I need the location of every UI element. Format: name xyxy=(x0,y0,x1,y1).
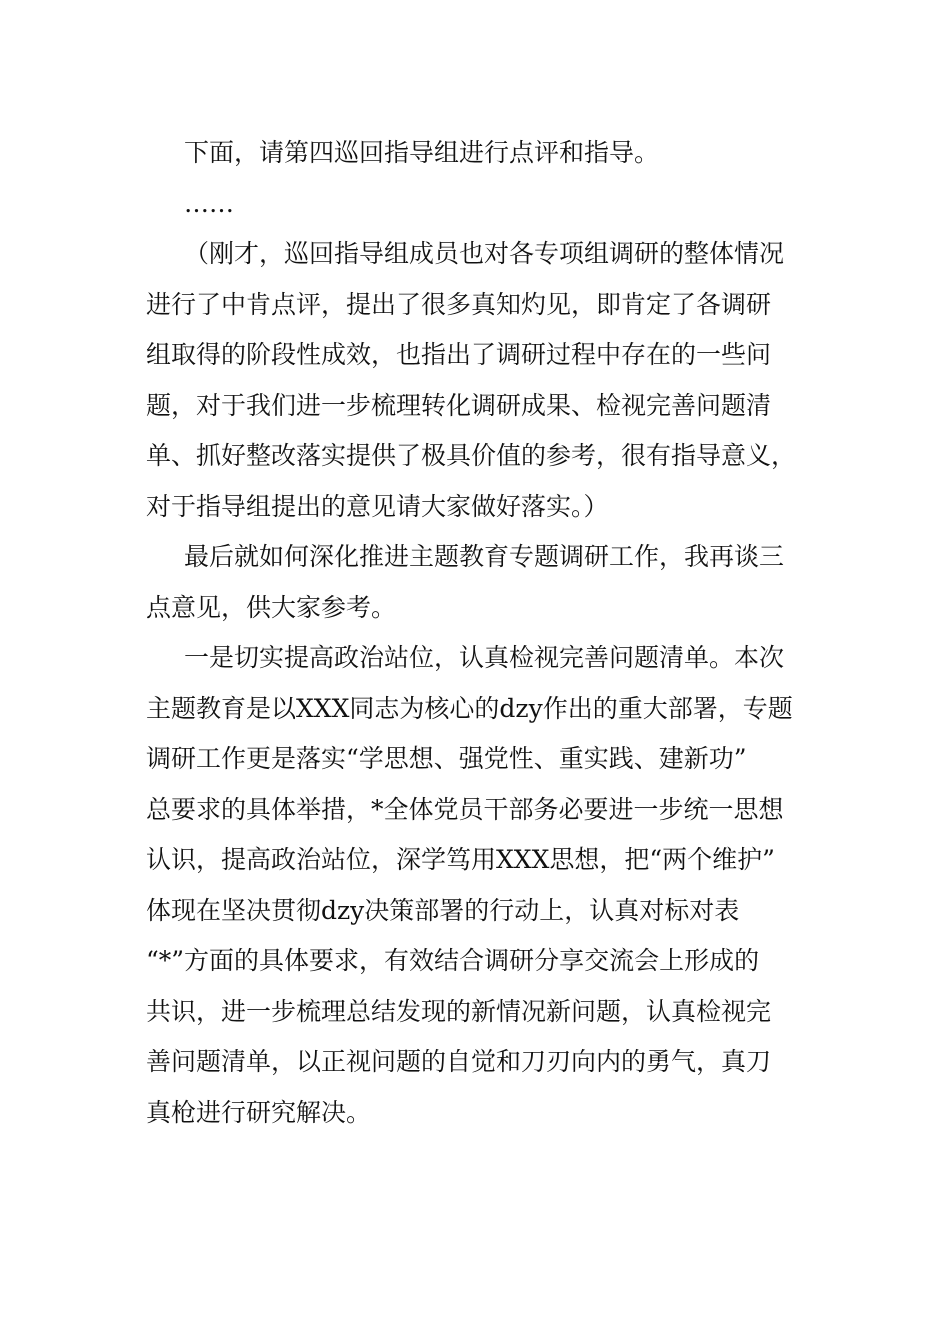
paragraph-line: 善问题清单，以正视问题的自觉和刀刃向内的勇气，真刀 xyxy=(146,1047,772,1076)
paragraph-line: …… xyxy=(184,188,234,218)
paragraph-line: 调研工作更是落实“学思想、强党性、重实践、建新功” xyxy=(146,744,747,773)
paragraph-line: 最后就如何深化推进主题教育专题调研工作，我再谈三 xyxy=(184,542,785,571)
paragraph-line: 下面，请第四巡回指导组进行点评和指导。 xyxy=(184,138,660,167)
paragraph-line: 题，对于我们进一步梳理转化调研成果、检视完善问题清 xyxy=(146,390,772,420)
paragraph-line: 主题教育是以XXX同志为核心的dzy作出的重大部署，专题 xyxy=(146,693,793,723)
paragraph-line: 真枪进行研究解决。 xyxy=(146,1097,372,1127)
paragraph-line: 点意见，供大家参考。 xyxy=(146,592,397,622)
paragraph-line: 单、抓好整改落实提供了极具价值的参考，很有指导意义， xyxy=(146,441,797,470)
paragraph-line: 对于指导组提出的意见请大家做好落实。） xyxy=(146,491,609,521)
document-body xyxy=(146,128,806,1138)
paragraph-line: 进行了中肯点评，提出了很多真知灼见，即肯定了各调研 xyxy=(146,289,772,319)
paragraph-line: 认识，提高政治站位，深学笃用XXX思想，把“两个维护” xyxy=(146,845,775,874)
paragraph-line: “*”方面的具体要求，有效结合调研分享交流会上形成的 xyxy=(146,946,760,975)
paragraph-line: 总要求的具体举措，*全体党员干部务必要进一步统一思想 xyxy=(146,794,784,824)
paragraph-line: 体现在坚决贯彻dzy决策部署的行动上，认真对标对表 xyxy=(146,895,740,925)
paragraph-line: 组取得的阶段性成效，也指出了调研过程中存在的一些问 xyxy=(146,340,772,369)
paragraph-line: 共识，进一步梳理总结发现的新情况新问题，认真检视完 xyxy=(146,996,772,1026)
paragraph-line: （刚才，巡回指导组成员也对各专项组调研的整体情况 xyxy=(184,239,785,268)
paragraph-line: 一是切实提高政治站位，认真检视完善问题清单。本次 xyxy=(184,643,785,672)
